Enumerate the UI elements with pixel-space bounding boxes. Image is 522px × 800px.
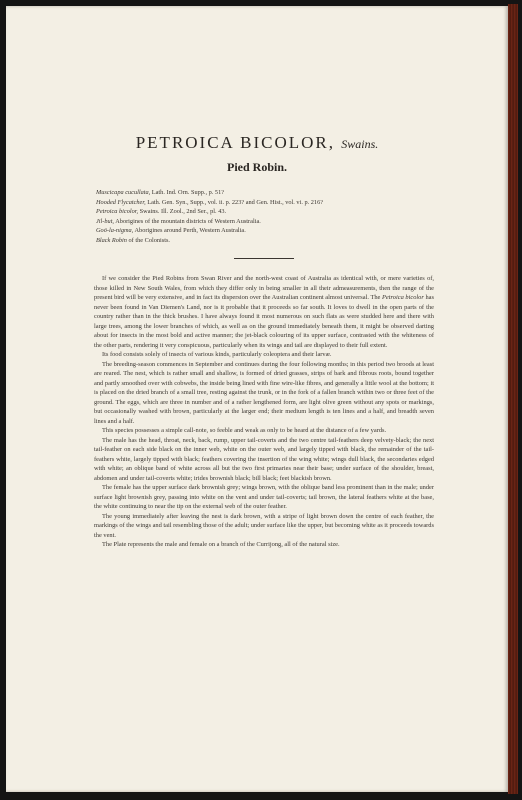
page-header: [6, 133, 508, 175]
synonym-line: Goö-la-nigma, Aborigines around Perth, Western Australia.: [96, 227, 246, 235]
synonym-line: Muscicapa cucullata, Lath. Ind. Orn. Supp., p. 51?: [96, 189, 225, 196]
paragraph: The breeding-season commences in September and continues during the four following months; in this period two broods at least are reared. The nest, which is rather small and shallow, is formed of dried grasses, strips of bark and fibrous roots, bound together and partly smoothed over with cobwebs, the inside being lined with fine wire-like fibres, and generally a little wool at the bottom; it is placed on the dried branch of a small tree, resting against the trunk, or in the fork of a fallen branch within two or three feet of the ground. The eggs, which are three in number and of a rather lengthened form, are light olive green without any spots or markings, but occasionally washed with brown, particularly at the larger end; their medium length is ten lines and a half, and breadth seven lines and a half.: [94, 360, 434, 425]
common-name: Pied Robin.: [226, 160, 287, 174]
synonym-line: Jil-but, Aborigines of the mountain districts of Western Australia.: [96, 217, 261, 225]
synonym-line: Petroica bicolor, Swains. Ill. Zool., 2nd Ser., pl. 43.: [96, 208, 227, 216]
synonym-line: Black Robin of the Colonists.: [96, 236, 170, 244]
paragraph: The young immediately after leaving the nest is dark brown, with a stripe of light brown down the centre of each feather, the markings of the wings and tail resembling those of the adult; under surface like the upper, but becoming white as it proceeds towards the vent.: [94, 512, 434, 539]
species-name: PETROICA BICOLOR,: [135, 133, 336, 152]
page: [6, 6, 508, 792]
paragraph: The Plate represents the male and female on a branch of the Currijong, all of the natural size.: [102, 541, 340, 548]
body-text: [94, 274, 434, 550]
paragraph: This species possesses a simple call-note, so feeble and weak as only to be heard at the distance of a few yards.: [102, 427, 387, 434]
species-author: Swains.: [341, 137, 379, 151]
paragraph: If we consider the Pied Robins from Swan River and the north-west coast of Australia as identical with, or mere varieties of, those killed in New South Wales, from which they differ only in being smaller in all their admeasurements, then the range of the present bird will be very extensive, and in fact its dispersion over the Australian continent almost universal. The Petroica bicolor has never been found in Van Diemen's Land, nor is it probable that it proceeds so far south. It loves to dwell in the open parts of the country rather than in the thick brushes. I have always found it most numerous on such flats as were studded here and there with large trees, among the lower branches of which, as well as on the ground immediately beneath them, it might be observed darting about for insects in the most bold and active manner; the jet-black colouring of its upper surface, contrasted with the whiteness of the other parts, rendering it very conspicuous, particularly when its wings and tail are displayed to their full extent.: [94, 275, 434, 349]
paragraph: The male has the head, throat, neck, back, rump, upper tail-coverts and the two centre tail-feathers deep velvety-black; the next tail-feather on each side black on the inner web, white on the outer web, and largely tipped with black, the remainder of the tail-feathers white, largely tipped with black; feathers covering the insertion of the wing white; wings dull black, the secondaries edged with white; an oblique band of white across all but the two first primaries near their base; under surface of the shoulder, breast, abdomen and under tail-coverts white; irides brownish black; bill black; feet blackish brown.: [94, 436, 434, 482]
synonym-list: [96, 188, 456, 246]
paragraph: Its food consists solely of insects of various kinds, particularly coleoptera and their larvæ.: [102, 351, 332, 358]
page-edge: [508, 4, 518, 794]
paragraph: The female has the upper surface dark brownish grey; wings brown, with the oblique band less prominent than in the male; under surface light brownish grey, passing into white on the vent and under tail-coverts; tail brown, the lateral feathers white at the base, the white continuing to near the tip on the external web of the outer feather.: [94, 484, 434, 510]
synonym-line: Hooded Flycatcher, Lath. Gen. Syn., Supp., vol. ii. p. 223? and Gen. Hist., vol. vi. p. 216?: [96, 198, 324, 206]
species-title: [6, 133, 508, 153]
section-divider: [234, 258, 294, 259]
